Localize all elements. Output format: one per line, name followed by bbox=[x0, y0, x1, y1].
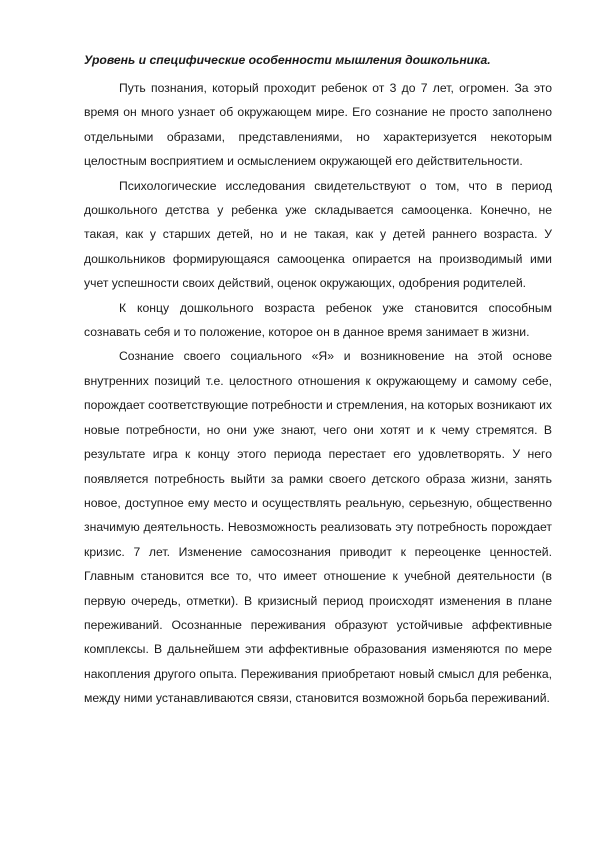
paragraph-1: Путь познания, который проходит ребенок от 3 до 7 лет, огромен. За это время он много узнает об окружающем мире. Его сознание не просто заполнено отдельными образами, представлениями, но характеризуется некоторым целостным восприятием и осмыслением окружающей его действительности. bbox=[84, 81, 552, 169]
paragraph-3: К концу дошкольного возраста ребенок уже становится способным сознавать себя и то положение, которое он в данное время занимает в жизни. bbox=[84, 300, 552, 340]
paragraph-4: Сознание своего социального «Я» и возникновение на этой основе внутренних позиций т.е. целостного отношения к окружающему и самому себе, порождает соответствующие потребности и стремления, на которых возникают их новые потребности, но они уже знают, чего они хотят и к чему стремятся. В результате игра к концу этого периода перестает его удовлетворять. У него появляется потребность выйти за рамки своего детского образа жизни, занять новое, доступное ему место и осуществлять реальную, серьезную, общественно значимую деятельность. Невозможность реализовать эту потребность порождает кризис. 7 лет. Изменение самосознания приводит к переоценке ценностей. Главным становится все то, что имеет отношение к учебной деятельности (в первую очередь, отметки). В кризисный период происходят изменения в плане переживаний. Осознанные переживания образуют устойчивые аффективные комплексы. В дальнейшем эти аффективные образования изменяются по мере накопления другого опыта. Переживания приобретают новый смысл для ребенка, между ними устанавливаются связи, становится возможной борьба переживаний. bbox=[84, 349, 552, 706]
document-page bbox=[84, 52, 552, 711]
paragraph-2: Психологические исследования свидетельствуют о том, что в период дошкольного детства у ребенка уже складывается самооценка. Конечно, не такая, как у старших детей, но и не такая, как у детей раннего возраста. У дошкольников формирующаяся самооценка опирается на производимый ими учет успешности своих действий, оценок окружающих, одобрения родителей. bbox=[84, 178, 552, 291]
document-title: Уровень и специфические особенности мышления дошкольника. bbox=[84, 53, 491, 67]
